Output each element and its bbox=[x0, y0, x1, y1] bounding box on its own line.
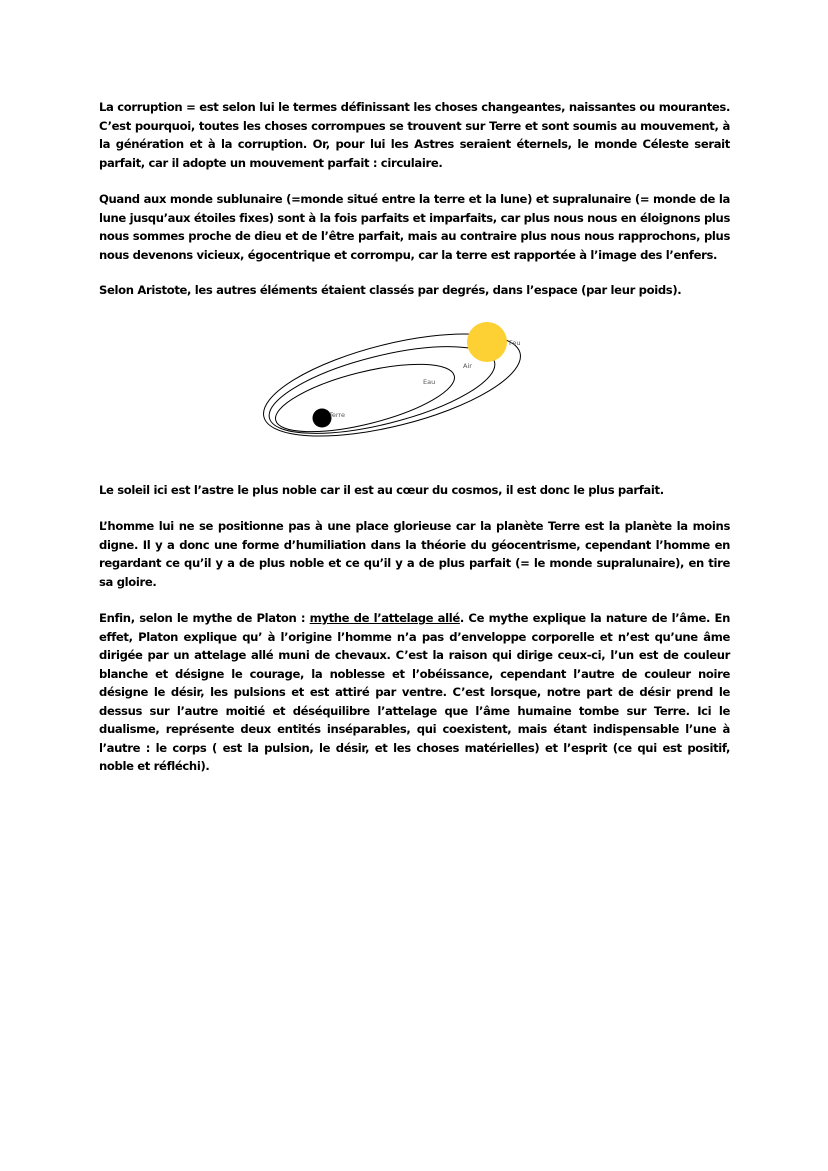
orbit-water bbox=[269, 351, 460, 446]
label-eau: Eau bbox=[423, 378, 436, 386]
sun-circle bbox=[467, 322, 507, 362]
plato-intro: Enfin, selon le mythe de Platon : bbox=[99, 611, 310, 625]
paragraph-aristotle: Selon Aristote, les autres éléments étaient classés par degrés, dans l’espace (par leur poids). bbox=[99, 283, 682, 297]
paragraph-plato bbox=[99, 609, 730, 776]
orbit-air bbox=[261, 329, 503, 451]
paragraph-sublunary: Quand aux monde sublunaire (=monde situé entre la terre et la lune) et supralunaire (= monde de la lune jusqu’aux étoiles fixes) sont à la fois parfaits et imparfaits, car plus nous nous en éloignons plus nous sommes proche de dieu et de l’être parfait, mais au contraire plus nous nous rapprochons, plus nous devenons vicieux, égocentrique et corrompu, car la terre est rapportée à l’image des l’enfers. bbox=[99, 192, 730, 262]
label-terre: Terre bbox=[329, 411, 345, 419]
paragraph-sun: Le soleil ici est l’astre le plus noble car il est au cœur du cosmos, il est donc le plus parfait. bbox=[99, 483, 664, 497]
label-feu: Feu bbox=[509, 339, 521, 347]
geocentric-diagram bbox=[255, 315, 525, 455]
label-air: Air bbox=[463, 362, 472, 370]
myth-title-underlined: mythe de l’attelage allé bbox=[309, 611, 460, 625]
paragraph-man: L’homme lui ne se positionne pas à une place glorieuse car la planète Terre est la planète la moins digne. Il y a donc une forme d’humiliation dans la théorie du géocentrisme, cependant l’homme en regardant ce qu’il y a de plus noble et ce qu’il y a de plus parfait (= le monde supralunaire), en tire sa gloire. bbox=[99, 519, 730, 589]
paragraph-corruption: La corruption = est selon lui le termes définissant les choses changeantes, naissantes ou mourantes. C’est pourquoi, toutes les choses corrompues se trouvent sur Terre et sont soumis au mouvement, à la génération et à la corruption. Or, pour lui les Astres seraient éternels, le monde Céleste serait parfait, car il adopte un mouvement parfait : circulaire. bbox=[99, 100, 730, 170]
plato-body: . Ce mythe explique la nature de l’âme. En effet, Platon explique qu’ à l’origine l’homme n’a pas d’enveloppe corporelle et n’est qu’une âme dirigée par un attelage allé muni de chevaux. C’est la raison qui dirige ceux-ci, l’un est de couleur blanche et désigne le courage, la noblesse et l’obéissance, cependant l’autre de couleur noire désigne le désir, les pulsions et est attiré par ventre. C’est lorsque, notre part de désir prend le dessus sur l’autre moitié et déséquilibre l’attelage que l’âme humaine tombe sur Terre. Ici le dualisme, représente deux entités inséparables, qui coexistent, mais étant indispensable l’une à l’autre : le corps ( est la pulsion, le désir, et les choses matérielles) et l’esprit (ce qui est positif, noble et réfléchi). bbox=[99, 611, 730, 773]
